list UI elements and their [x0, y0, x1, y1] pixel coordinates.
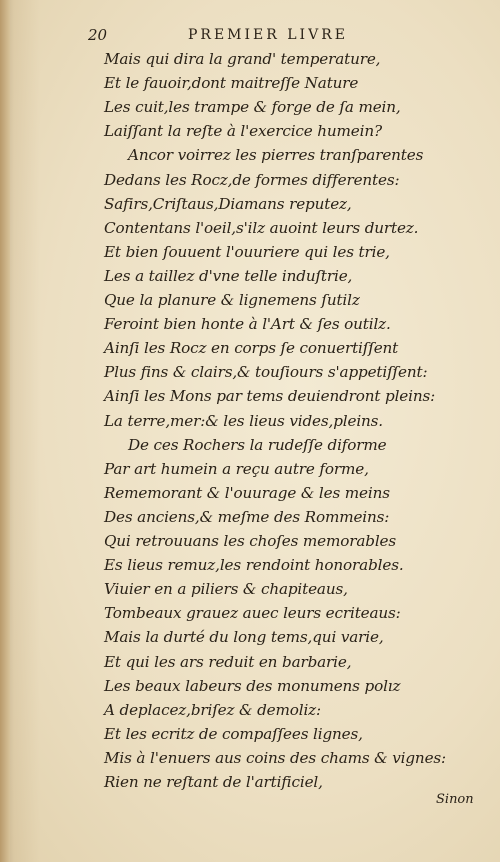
verse-line: Qui retrouuans les choſes memorables [104, 532, 397, 550]
verse-line: Ancor voirrez les pierres tranſparentes [128, 146, 424, 165]
verse-line: Par art humein a reçu autre forme, [104, 459, 369, 478]
verse-line: Les a taillez d'vne telle induſtrie, [104, 266, 353, 285]
verse-line: Tombeaux grauez auec leurs ecriteaus: [104, 604, 401, 623]
running-title: PREMIER LIVRE [188, 27, 348, 43]
verse-line: Contentans l'oeil,s'ilz auoint leurs durtez. [104, 218, 419, 237]
catchword: Sinon [436, 792, 474, 807]
verse-line: Et qui les ars reduit en barbarie, [104, 652, 352, 671]
verse-line: Mis à l'enuers aus coins des chams & vignes: [104, 748, 447, 767]
verse-line: Les cuit,les trampe & forge de ſa mein, [104, 98, 401, 117]
verse-line: Viuier en a piliers & chapiteaus, [104, 580, 348, 599]
verse-line: Mais la durté du long tems,qui varie, [104, 628, 384, 647]
verse-line: A deplacez,briſez & demoliz: [104, 700, 321, 719]
verse-line: Feroint bien honte à l'Art & ſes outilz. [104, 315, 391, 334]
verse-line: Es lieus remuz,les rendoint honorables. [104, 556, 404, 575]
verse-line: La terre,mer:& les lieus vides,pleins. [104, 411, 383, 430]
verse-line: Plus fins & clairs,& touſiours s'appetiſſent: [104, 363, 428, 382]
verse-line: Mais qui dira la grand' temperature, [104, 50, 381, 68]
verse-line: Des anciens,& meſme des Rommeins: [104, 507, 390, 526]
page-gutter [0, 0, 10, 862]
verse-line: De ces Rochers la rudeſſe diforme [128, 435, 387, 454]
verse-line: Rememorant & l'ouurage & les meins [104, 483, 390, 502]
page-number: 20 [88, 26, 108, 44]
verse-line: Laiſſant la reſte à l'exercice humein? [104, 122, 382, 141]
verse-line: Dedans les Rocz,de formes differentes: [104, 170, 400, 189]
verse-line: Que la planure & lignemens ſutilz [104, 291, 360, 309]
verse-line: Et le fauoir,dont maitreſſe Nature [104, 74, 359, 93]
verse-line: Rien ne reſtant de l'artificiel, [104, 773, 323, 791]
page-header [88, 26, 468, 48]
verse-line: Ainſi les Rocz en corps ſe conuertiſſent [104, 339, 399, 358]
verse-line: Les beaux labeurs des monumens polız [104, 676, 401, 695]
verse-line: Ainſi les Mons par tems deuiendront pleins: [104, 387, 436, 406]
verse-line: Et les ecritz de compaſſees lignes, [104, 724, 363, 743]
verse-line: Safirs,Criſtaus,Diamans reputez, [104, 194, 352, 213]
verse-line: Et bien ſouuent l'ouuriere qui les trie, [104, 242, 390, 261]
